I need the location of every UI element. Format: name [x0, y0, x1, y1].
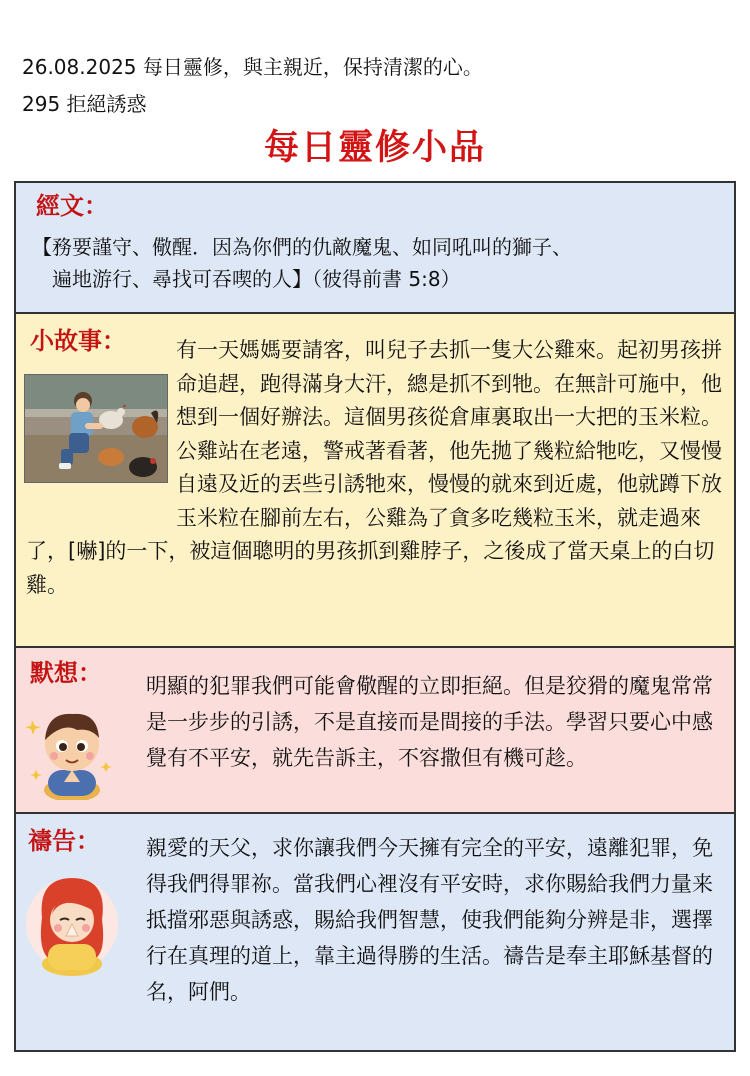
prayer-section: [14, 812, 736, 1052]
prayer-text: 親愛的天父，求你讓我們今天擁有完全的平安，遠離犯罪，免得我們得罪祢。當我們心裡沒有平安時，求你賜給我們力量来抵擋邪惡與誘惑，賜給我們智慧，使我們能夠分辨是非，選擇行在真理的道上，靠主過得勝的生活。禱告是奉主耶穌基督的名，阿們。: [146, 836, 713, 1004]
scripture-line-1: 【務要謹守、儆醒．因為你們的仇敵魔鬼、如同吼叫的獅子、: [32, 235, 572, 259]
praying-girl-avatar-icon: [24, 868, 120, 982]
story-paragraph: 有一天媽媽要請客，叫兒子去抓一隻大公雞來。起初男孩拼命追趕，跑得滿身大汗，總是抓不到牠。在無計可施中，他想到一個好辦法。這個男孩從倉庫裏取出一大把的玉米粒。公雞站在老遠，警戒著看著，他先拋了幾粒給牠吃，又慢慢自遠及近的丟些引誘牠來，慢慢的就來到近處，他就蹲下放玉米粒在腳前左右，公雞為了貪多吃幾粒玉米，就走過來了，[嚇]的一下，被這個聰明的男孩抓到雞脖子，之後成了當天桌上的白切雞。: [26, 338, 722, 597]
header-date-line: 26.08.2025 每日靈修，與主親近，保持清潔的心。: [22, 55, 483, 79]
scripture-section: [14, 181, 736, 314]
story-section: [14, 312, 736, 648]
scripture-text: [32, 231, 732, 295]
story-heading: 小故事：: [30, 327, 126, 355]
prayer-heading: 禱告：: [28, 827, 100, 855]
header-topic-line: 295 拒絕誘惑: [22, 92, 147, 116]
scripture-heading: 經文：: [36, 192, 108, 220]
meditation-section: [14, 646, 736, 814]
scripture-line-2: 遍地游行、尋找可吞喫的人】（彼得前書 5:8）: [52, 267, 461, 291]
meditation-text: 明顯的犯罪我們可能會儆醒的立即拒絕。但是狡猾的魔鬼常常是一步步的引誘，不是直接而是間接的手法。學習只要心中感覺有不平安，就先告訴主，不容撒但有機可趁。: [146, 674, 713, 770]
page-title: 每日靈修小品: [263, 128, 486, 168]
meditation-heading: 默想：: [30, 659, 102, 687]
boy-avatar-icon: [22, 700, 118, 804]
story-text: [26, 334, 732, 602]
